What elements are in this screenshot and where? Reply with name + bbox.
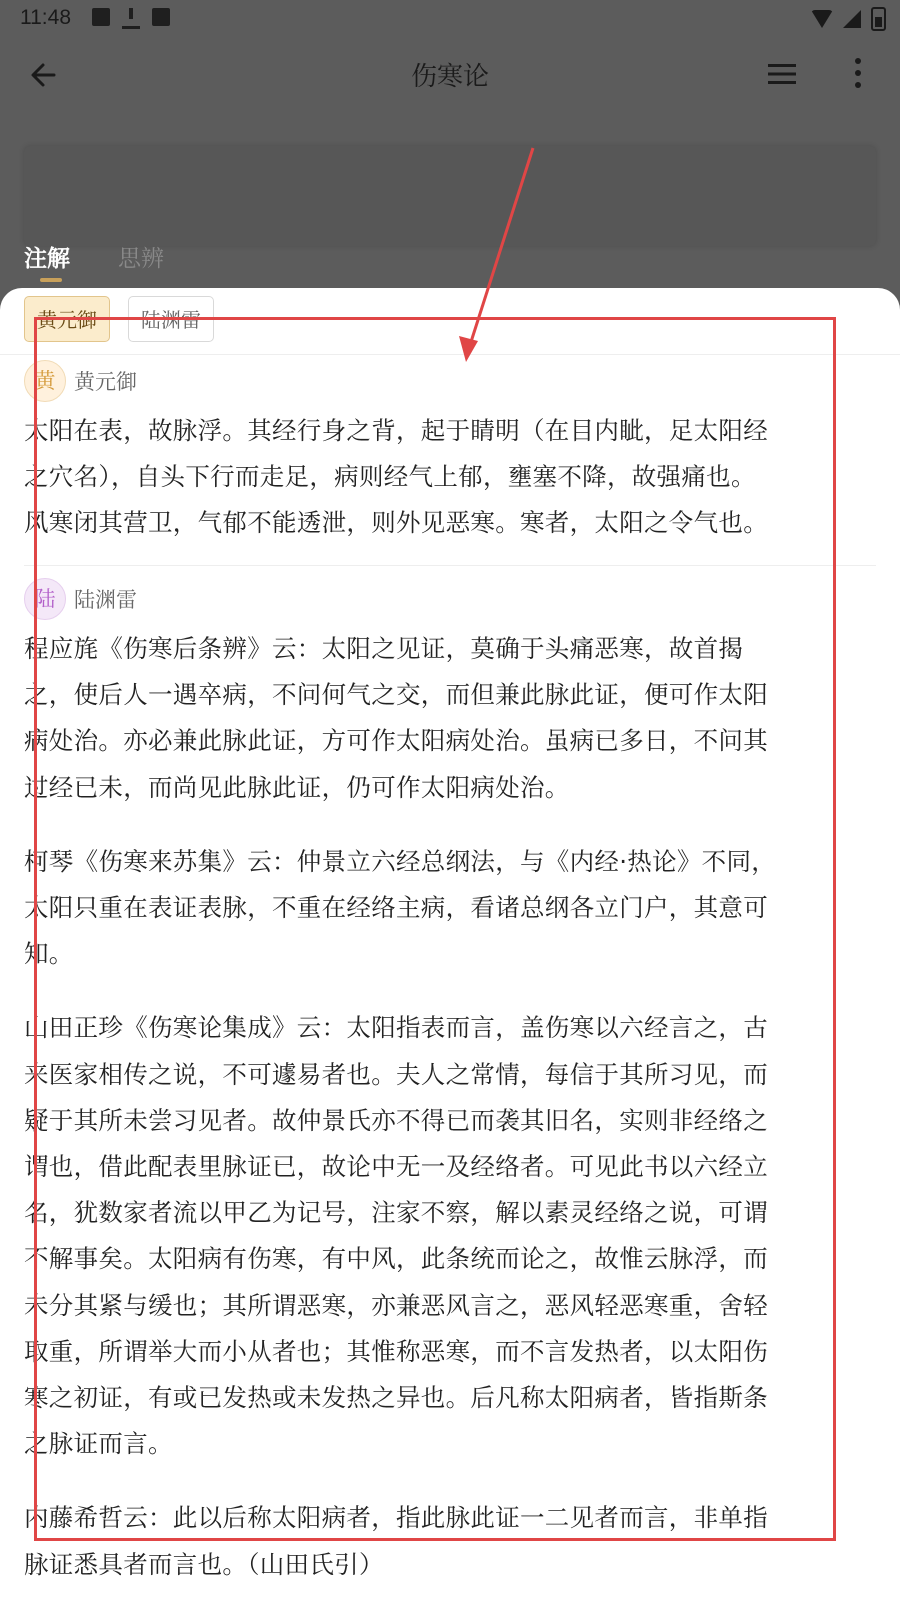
tab-label: 注解	[24, 246, 70, 272]
commentary-line: 过经已未，而尚见此脉此证，仍可作太阳病处治。	[24, 772, 570, 802]
commentary-section-huang	[24, 360, 876, 547]
background-card	[24, 146, 876, 246]
status-icons-right	[811, 7, 886, 31]
tab-bar	[24, 240, 164, 280]
chip-huang-yuanyu[interactable]: 黄元御	[24, 296, 110, 342]
text-icon	[152, 8, 170, 26]
commentary-line: 名，犹数家者流以甲乙为记号，注家不察，解以素灵经络之说，可谓	[24, 1198, 768, 1228]
commentary-line: 风寒闭其营卫，气郁不能透泄，则外见恶寒。寒者，太阳之令气也。	[24, 508, 768, 538]
divider	[24, 565, 876, 566]
tab-annotation[interactable]	[24, 240, 70, 280]
commentary-line: 柯琴《伤寒来苏集》云：仲景立六经总纲法，与《内经·热论》不同，	[24, 846, 777, 876]
image-icon	[92, 8, 110, 26]
avatar: 陆	[24, 578, 66, 620]
download-icon	[122, 8, 140, 29]
status-bar	[0, 0, 900, 36]
commentary-line: 谓也，借此配表里脉证已，故论中无一及经络者。可见此书以六经立	[24, 1152, 768, 1182]
app-bar	[0, 36, 900, 112]
commentary-line: 来医家相传之说，不可遽易者也。夫人之常情，每信于其所习见，而	[24, 1059, 768, 1089]
commentary-line: 太阳在表，故脉浮。其经行身之背，起于睛明（在目内眦，足太阳经	[24, 416, 768, 445]
author-name: 陆渊雷	[74, 588, 137, 612]
status-time: 11:48	[20, 6, 71, 29]
author-row	[24, 578, 876, 620]
signal-icon	[843, 10, 861, 28]
commentary-line: 取重，所谓举大而小从者也；其惟称恶寒，而不言发热者，以太阳伤	[24, 1336, 768, 1366]
author-name: 黄元御	[74, 370, 137, 394]
tab-label: 思辨	[118, 246, 164, 272]
commentary-line: 脉证悉具者而言也。（山田氏引）	[24, 1549, 384, 1579]
commentary-line: 内藤希哲云：此以后称太阳病者，指此脉此证一二见者而言，非单指	[24, 1503, 768, 1533]
commentary-line: 山田正珍《伤寒论集成》云：太阳指表而言，盖伤寒以六经言之，古	[24, 1013, 768, 1043]
commentary-section-lu	[24, 578, 876, 1588]
commentary-line: 太阳只重在表证表脉，不重在经络主病，看诸总纲各立门户，其意可	[24, 893, 768, 923]
commentary-line: 未分其紧与缓也；其所谓恶寒，亦兼恶风言之，恶风轻恶寒重，舍轻	[24, 1290, 768, 1320]
tab-indicator	[40, 278, 62, 282]
author-row	[24, 360, 876, 402]
divider	[0, 354, 900, 355]
menu-icon[interactable]	[768, 62, 796, 86]
tab-reflection[interactable]	[118, 240, 164, 280]
battery-icon	[871, 7, 886, 31]
bottom-sheet	[0, 288, 900, 1600]
avatar: 黄	[24, 360, 66, 402]
wifi-icon	[811, 10, 833, 28]
commentary-line: 程应旄《伤寒后条辨》云：太阳之见证，莫确于头痛恶寒，故首揭	[24, 634, 744, 663]
more-vert-icon[interactable]	[846, 56, 870, 90]
commentary-line: 疑于其所未尝习见者。故仲景氏亦不得已而袭其旧名，实则非经络之	[24, 1105, 768, 1135]
commentary-line: 知。	[24, 939, 74, 969]
commentary-line: 之脉证而言。	[24, 1429, 173, 1459]
author-chips	[24, 296, 214, 342]
commentary-line: 寒之初证，有或已发热或未发热之异也。后凡称太阳病者，皆指斯条	[24, 1383, 768, 1413]
commentary-line: 之穴名），自头下行而走足，病则经气上郁，壅塞不降，故强痛也。	[24, 462, 756, 492]
commentary-line: 病处治。亦必兼此脉此证，方可作太阳病处治。虽病已多日，不问其	[24, 726, 768, 756]
commentary-line: 之，使后人一遇卒病，不问何气之交，而但兼此脉此证，便可作太阳	[24, 680, 768, 710]
chip-lu-yuanlei[interactable]: 陆渊雷	[128, 296, 214, 342]
status-icons-left	[92, 8, 170, 29]
commentary-line: 不解事矣。太阳病有伤寒，有中风，此条统而论之，故惟云脉浮，而	[24, 1244, 768, 1274]
page-title: 伤寒论	[410, 62, 489, 92]
